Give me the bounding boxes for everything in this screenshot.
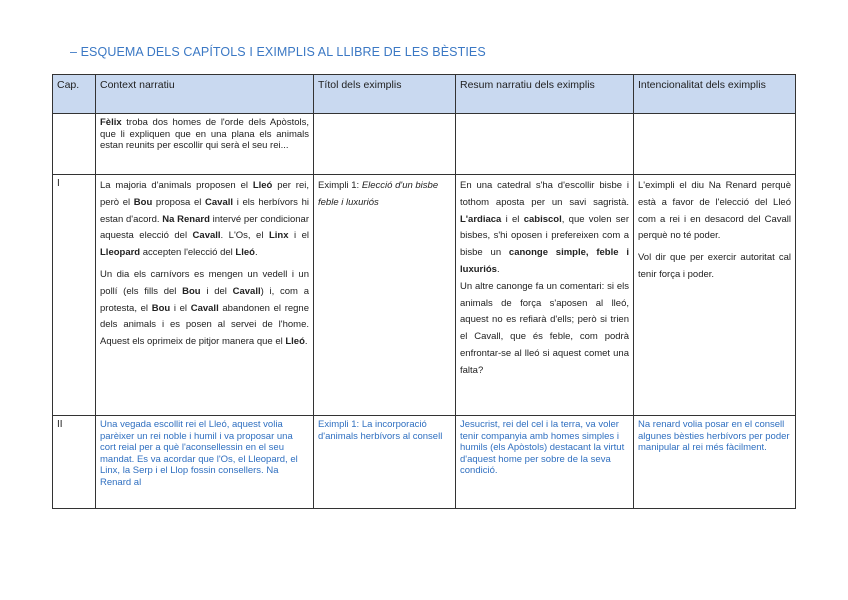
context-paragraph: La majoria d'animals proposen el Lleó per rei, però el Bou proposa el Cavall i els herbívors hi estan d'acord. Na Renard intervé per condicionar aquesta elecció del Cavall. L'Os, el Linx i el Lleopard accepten l'elecció del Lleó. bbox=[100, 180, 310, 259]
title-cell: Eximpli 1: La incorporació d'animals herbívors al consell bbox=[314, 416, 456, 509]
chapters-table bbox=[52, 74, 796, 509]
summary-cell: Jesucrist, rei del cel i la terra, va voler tenir companyia amb homes simples i humils (els Apòstols) destacant la virtut d'aquest home per sobre de la seva condició. bbox=[456, 416, 634, 509]
document-title: – ESQUEMA DELS CAPÍTOLS I EXIMPLIS AL LLIBRE DE LES BÈSTIES bbox=[70, 45, 486, 59]
header-title: Títol dels eximplis bbox=[314, 75, 456, 114]
cap-cell: II bbox=[53, 416, 96, 509]
header-cap: Cap. bbox=[53, 75, 96, 114]
title-cell bbox=[314, 175, 456, 416]
table-header-row bbox=[53, 75, 796, 114]
header-summary: Resum narratiu dels eximplis bbox=[456, 75, 634, 114]
context-text: troba dos homes de l'orde dels Apòstols, que li expliquen que en una plana els animals estan reunits per escollir qui serà el seu rei... bbox=[100, 117, 309, 151]
intention-paragraph: L'eximpli el diu Na Renard perquè està a favor de l'elecció del Lleó com a rei i en desacord del Cavall perquè no té poder. bbox=[638, 180, 791, 242]
cap-cell bbox=[53, 114, 96, 175]
summary-cell bbox=[456, 175, 634, 416]
summary-paragraph: En una catedral s'ha d'escollir bisbe i tothom aposta per un savi sagristà. L'ardiaca i el cabiscol, que volen ser bisbes, s'hi oposen i prefereixen com a bisbe un canonge simple, feble i luxuriós. bbox=[460, 180, 629, 275]
table-row bbox=[53, 114, 796, 175]
summary-cell bbox=[456, 114, 634, 175]
title-label: Eximpli 1: bbox=[318, 180, 362, 191]
context-cell bbox=[96, 175, 314, 416]
intention-paragraph: Vol dir que per exercir autoritat cal tenir força i poder. bbox=[638, 252, 791, 280]
context-cell: Una vegada escollit rei el Lleó, aquest volia parèixer un rei noble i humil i va proposar una cort reial per a què l'aconsellessin en el seu mandat. Es va acordar que l'Os, el Lleopard, el Linx, la Serp i el Llop fossin consellers. Na Renard al bbox=[96, 416, 314, 509]
summary-paragraph: Un altre canonge fa un comentari: si els animals de força s'aposen al lleó, aquest no es refiarà d'ells; però si trien el Cavall, que és feble, com podrà enfrontar-se al lleó si aquest comet una falta? bbox=[460, 280, 629, 376]
intention-cell: Na renard volia posar en el consell algunes bèsties herbívors per poder manipular al rei més fàcilment. bbox=[634, 416, 796, 509]
intention-cell bbox=[634, 114, 796, 175]
title-italic: Elecció d'un bisbe feble i luxuriós bbox=[318, 180, 439, 208]
header-context: Context narratiu bbox=[96, 75, 314, 114]
header-intention: Intencionalitat dels eximplis bbox=[634, 75, 796, 114]
table-row bbox=[53, 175, 796, 416]
table-row bbox=[53, 416, 796, 509]
intention-cell bbox=[634, 175, 796, 416]
context-paragraph: Un dia els carnívors es mengen un vedell i un pollí (els fills del Bou i del Cavall) i, com a protesta, el Bou i el Cavall abandonen el regne dels animals i es posen al servei de l'home. Aquest els oprimeix de pitjor manera que el Lleó. bbox=[100, 268, 310, 348]
title-cell bbox=[314, 114, 456, 175]
context-cell bbox=[96, 114, 314, 175]
cap-cell: I bbox=[53, 175, 96, 416]
bold-text: Fèlix bbox=[100, 117, 122, 128]
